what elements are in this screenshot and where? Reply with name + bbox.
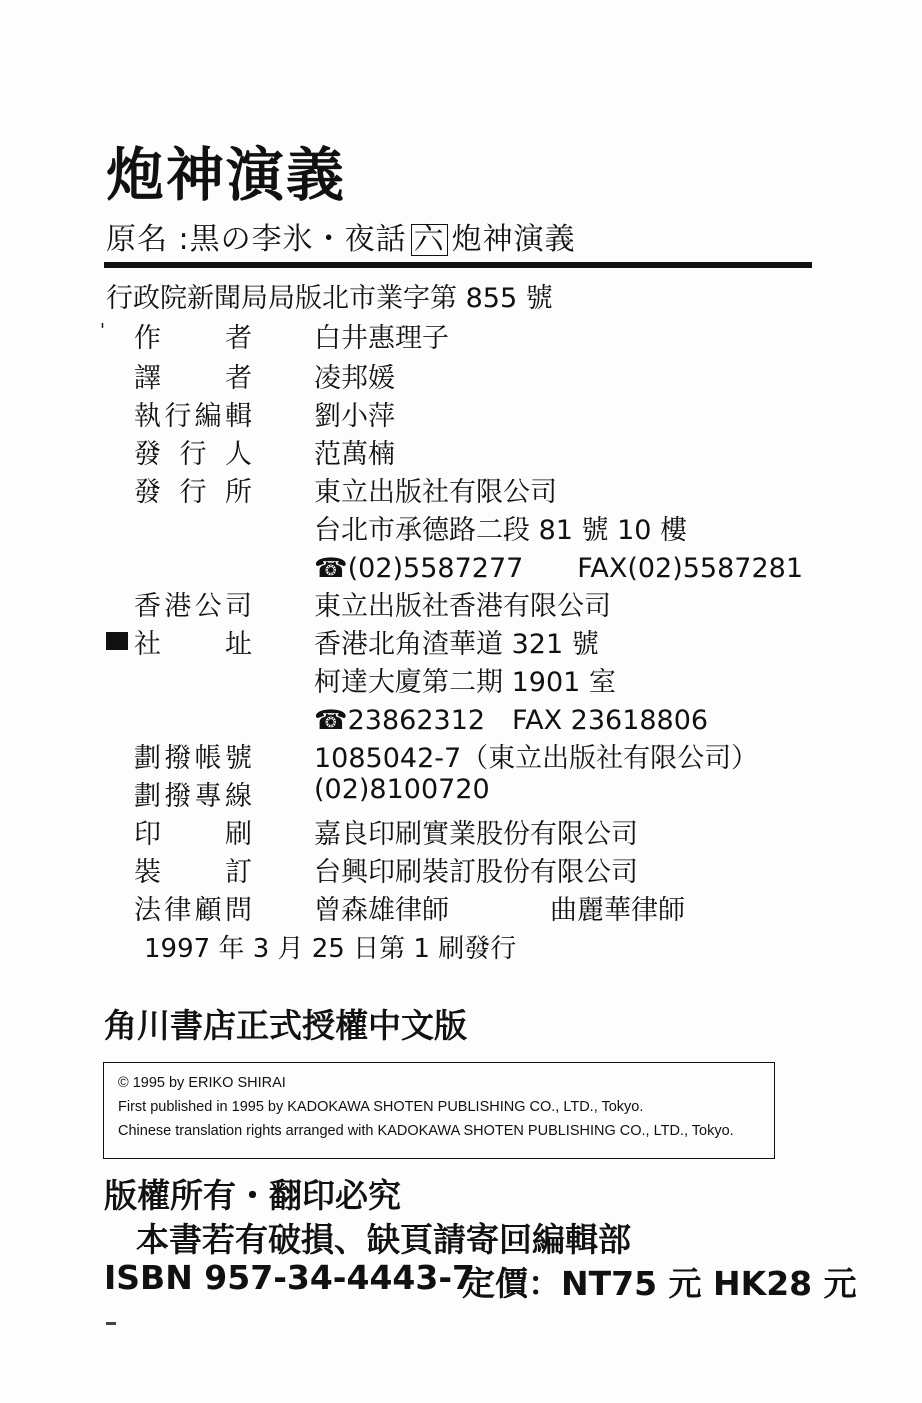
original-title-suffix: 炮神演義: [451, 222, 576, 257]
credit-label-editor: 執行編輯: [134, 401, 252, 432]
divider-rule: [104, 262, 812, 268]
hk-phone-fax: ☎23862312 FAX 23618806: [314, 705, 709, 736]
license-number: 行政院新聞局局版北市業字第 855 號: [106, 283, 553, 314]
publisher-phone-fax: ☎(02)5587277 FAX(02)5587281: [314, 553, 803, 584]
credit-value-printer: 嘉良印刷實業股份有限公司: [314, 819, 638, 850]
credit-value-legal-2: 曲麗華律師: [550, 895, 685, 926]
credit-label-giro-account: 劃撥帳號: [134, 743, 252, 774]
credit-value-hk-address: 香港北角渣華道 321 號: [314, 629, 599, 660]
credit-value-editor: 劉小萍: [314, 401, 395, 432]
volume-number-box: 六: [411, 224, 448, 256]
credit-value-giro-account: 1085042-7（東立出版社有限公司）: [314, 743, 759, 774]
original-title-prefix: 原名 :黒の李氷・夜話: [106, 222, 407, 257]
copyright-line: First published in 1995 by KADOKAWA SHOTEN PUBLISHING CO., LTD., Tokyo.: [118, 1099, 644, 1115]
stray-mark: ': [100, 320, 105, 341]
credit-label-printer: 印 刷: [134, 819, 252, 850]
price: 定價：NT75 元 HK28 元: [462, 1264, 857, 1303]
return-notice: 本書若有破損、缺頁請寄回編輯部: [136, 1220, 631, 1259]
credit-value-hk-company: 東立出版社香港有限公司: [314, 591, 611, 622]
credit-label-giro-line: 劃撥專線: [134, 781, 252, 812]
original-title: [106, 214, 576, 258]
credit-value-publisher: 范萬楠: [314, 439, 395, 470]
credit-label-hk-address: 社 址: [134, 629, 252, 660]
page-mark: [106, 1322, 116, 1325]
credit-label-legal: 法律顧問: [134, 895, 252, 926]
hk-address-line-2: 柯達大廈第二期 1901 室: [314, 667, 616, 698]
book-title: 炮神演義: [106, 141, 347, 209]
rights-reserved: 版權所有・翻印必究: [104, 1176, 401, 1215]
license-notice: 角川書店正式授權中文版: [104, 1006, 467, 1045]
credit-value-translator: 凌邦媛: [314, 363, 395, 394]
credit-label-hk-company: 香港公司: [134, 591, 252, 622]
isbn: ISBN 957-34-4443-7: [104, 1258, 476, 1297]
credit-value-binder: 台興印刷裝訂股份有限公司: [314, 857, 638, 888]
print-date: 1997 年 3 月 25 日第 1 刷發行: [144, 934, 517, 964]
bullet-mark: [106, 632, 128, 650]
credit-value-publishing-house: 東立出版社有限公司: [314, 477, 557, 508]
credit-label-binder: 裝 訂: [134, 857, 252, 888]
credit-label-translator: 譯 者: [134, 363, 252, 394]
credit-label-author: 作 者: [134, 323, 252, 354]
credit-value-legal: 曾森雄律師: [314, 895, 449, 926]
credit-label-publisher: 發行人: [134, 439, 252, 470]
credit-label-publishing-house: 發行所: [134, 477, 252, 508]
publisher-address: 台北市承德路二段 81 號 10 樓: [314, 515, 688, 546]
copyright-line: © 1995 by ERIKO SHIRAI: [118, 1075, 286, 1091]
credit-value-giro-line: (02)8100720: [314, 774, 490, 805]
credit-value-author: 白井惠理子: [314, 323, 449, 354]
copyright-line: Chinese translation rights arranged with KADOKAWA SHOTEN PUBLISHING CO., LTD., Tokyo.: [118, 1123, 734, 1139]
